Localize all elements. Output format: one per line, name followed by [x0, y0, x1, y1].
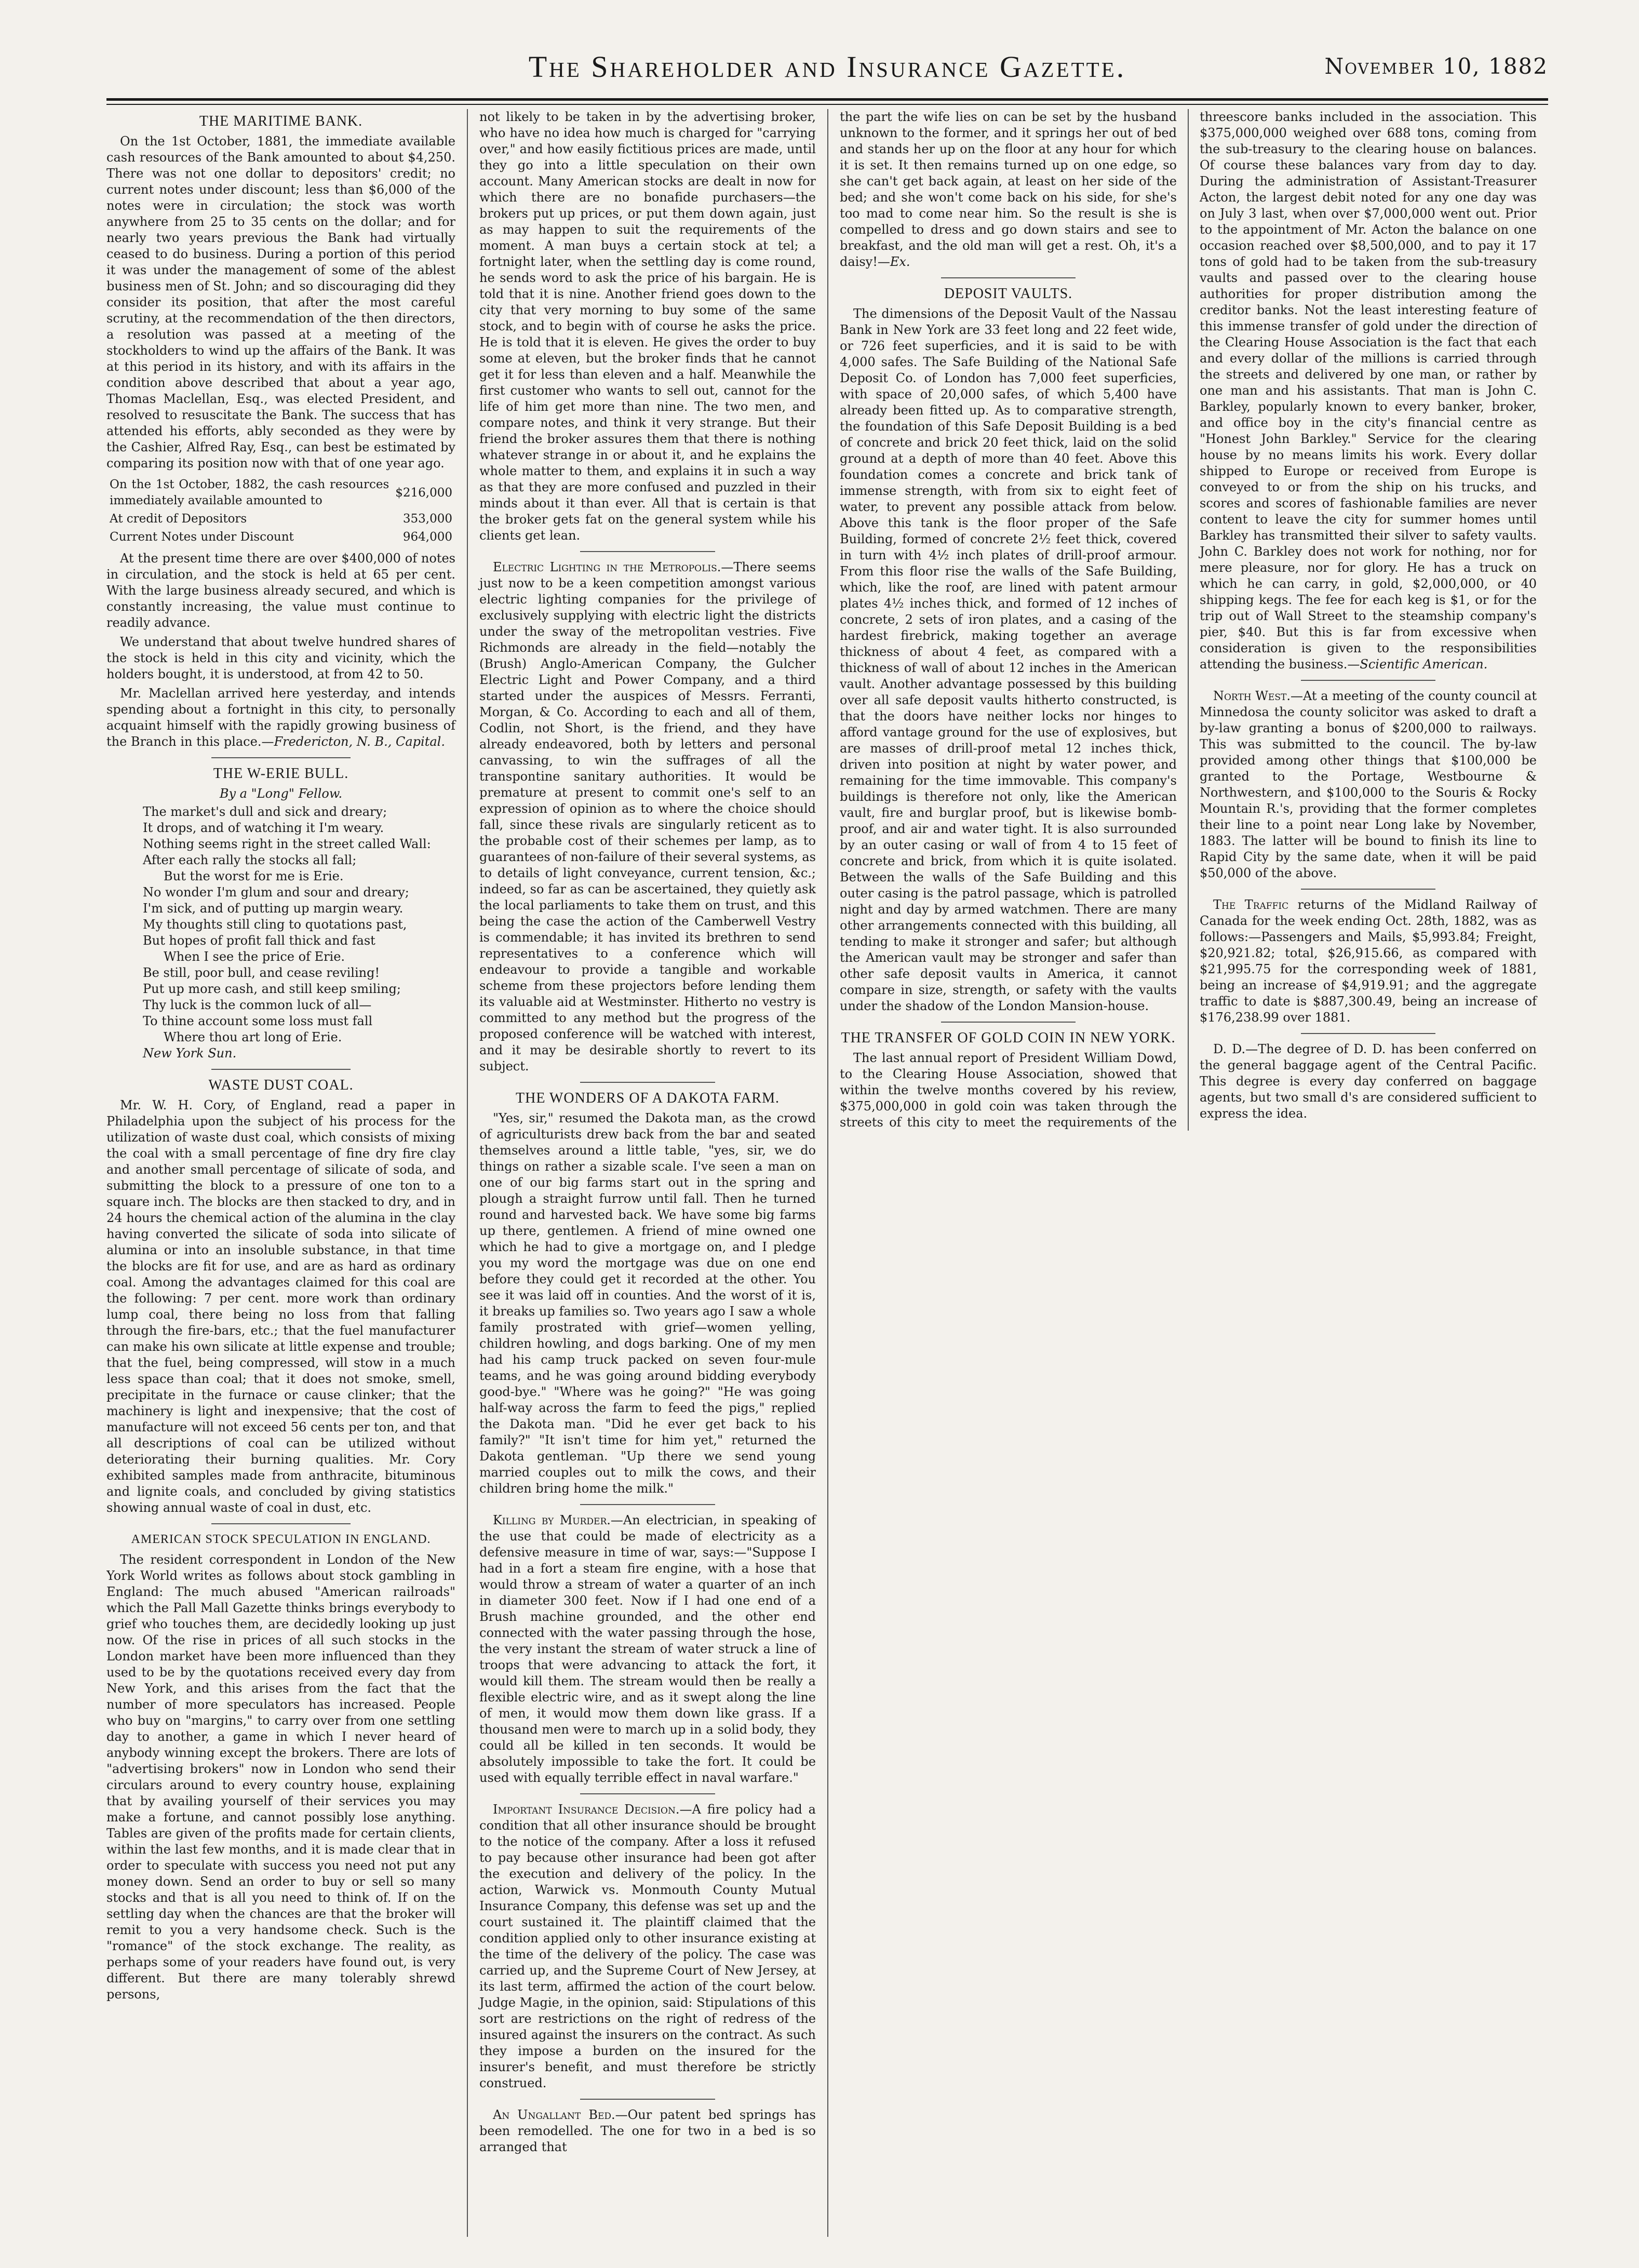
paragraph-text: —A fire policy had a condition that all other insurance should be brought to the notice of the company. After a loss it refused to pay because other insurance had been got after the execution and delivery of the policy. In the action, Warwick vs. Monmouth County Mutual Insurance Company, this defense was set up and the court sustained it. The plaintiff claimed that the condition applied only to other insurance existing at the time of the delivery of the policy. The case was carried up, and the Supreme Court of New Jersey, at its last term, affirmed the action of the court below. Judge Magie, in the opinion, said: Stipulations of this sort are restrictions on the right of redress of the insured against the insurers on the contract. As such they impose a burden on the insured for the insurer's benefit, and must therefore be strictly construed.: [479, 1802, 816, 2090]
section-divider: [211, 757, 351, 758]
article-paragraph: On the 1st October, 1881, the immediate available cash resources of the Bank amounted to about $4,250. There was not one dollar to depositors' credit; no current notes under discount; less than $6,000 of the notes were in circulation; the stock was worth anywhere from 25 to 35 cents on the dollar; and for nearly two years previous the Bank had virtually ceased to do business. During a portion of this period it was under the management of some of the ablest business men of St. John; and so discouraging did they consider its position, that after the most careful scrutiny, at the recommendation of the then directors, a resolution was passed at a meeting of the stockholders to wind up the affairs of the Bank. It was at this period in its history, and with its affairs in the condition above described that about a year ago, Thomas Maclellan, Esq., was elected President, and resolved to resuscitate the Bank. The success that has attended his efforts, ably seconded as they were by the Cashier, Alfred Ray, Esq., can best be estimated by comparing its position now with that of one year ago.: [106, 134, 455, 471]
masthead: [106, 49, 1548, 91]
section-divider: [211, 1069, 351, 1070]
publication-title: The Shareholder and Insurance Gazette.: [528, 50, 1126, 84]
column-2: [467, 109, 827, 2237]
poem-line: It drops, and of watching it I'm weary.: [143, 821, 384, 835]
paragraph-text: Mr. Maclellan arrived here yesterday, and intends spending about a fortnight in this city, to personally acquaint himself with the rapidly growing business of the Branch in this place.—: [106, 686, 455, 749]
article-title-erie-bull: THE W-ERIE BULL.: [213, 766, 349, 782]
section-divider: [580, 2099, 715, 2100]
poem-line: No wonder I'm glum and sour and dreary;: [143, 885, 409, 900]
article-paragraph: D. D.—The degree of D. D. has been conferred on the general baggage agent of the Central Pacific. This degree is every day conferred on baggage agents, but two small d's are considered sufficient to express the idea.: [1200, 1042, 1537, 1121]
issue-date: November 10, 1882: [1324, 53, 1548, 79]
paragraph-text: The last annual report of President William Dowd, to the Clearing House Association, showed that within the twelve months covered by his review, $375,000,000 in gold coin was taken through the streets of this city to meet the requirements of the threescore banks included in the association. This $375,000,000 weighed over 688 tons, coming from the sub-treasury to the clearing house on balances. Of course these balances vary from day to day. During the administration of Assistant-Treasurer Acton, the largest debit noted for any one day was on July 3 last, when over $7,000,000 went out. Prior to the appointment of Mr. Acton the balance on one occasion reached over $8,500,000, and to pay it 17 tons of gold had to be taken from the sub-treasury vaults and passed over to the clearing house authorities for proper distribution among the creditor banks. Not the least interesting feature of this immense transfer of gold under the direction of the Clearing House Association is the fact that each and every dollar of the millions is carried through the streets and delivered by one man, or rather by one man and his assistants. That man is John C. Barkley, popularly known to every banker, broker, and office boy in the city's financial centre as "Honest John Barkley." Service for the clearing house by no means limits his work. Every dollar shipped to Europe or received from Europe is conveyed to or from the ship on his trucks, and scores and scores of fashionable families are never content to leave the city for summer homes until Barkley has transmitted their silver to safety vaults. John C. Barkley does not work for nothing, nor for mere pleasure, nor for glory. He has a truck on which he can carry, in gold, $2,000,000, or 40 shipping kegs. The fee for each keg is $1, or for the trip out of Wall Street to the steamship company's pier, $40. But this is far from excessive when consideration is given to the responsibilities attending the business.—: [840, 110, 1537, 1130]
article-paragraph: The dimensions of the Deposit Vault of the Nassau Bank in New York are 33 feet long and 22 feet wide, or 726 feet superficies, and it is said to be with 4,000 safes. The Safe Building of the National Safe Deposit Co. of London has 7,000 feet superficies, with space of 20,000 safes, of which 5,400 have already been fitted up. As to comparative strength, the foundation of this Safe Deposit Building is a bed of concrete and brick 20 feet thick, laid on the solid ground at a depth of more than 40 feet. Above this foundation comes a concrete and brick tank of immense strength, with from six to eight feet of water, to prevent any possible attack from below. Above this tank is the floor proper of the Safe Building, formed of concrete 2½ feet thick, covered in turn with 4½ inch plates of drill-proof armour. From this floor rise the walls of the Safe Building, which, like the roof, are lined with patent armour plates 4½ inches thick, and formed of 12 inches of concrete, 2 sets of iron plates, and a casing of the hardest firebrick, making together an average thickness of about 4 feet, as compared with a thickness of wall of about 12 inches in the American vault. Another advantage possessed by this building over all safe deposit vaults hitherto constructed, is that the doors have neither locks nor hinges to afford vantage ground for the use of explosives, but are masses of drill-proof metal 12 inches thick, driven into position at night by water power, and remaining for the time immovable. This company's buildings is therefore not only, like the American vault, fire and burglar proof, but is likewise bomb-proof, and air and water tight. It is also surrounded by an outer casing or wall of from 4 to 15 feet of concrete and brick, from which it is quite isolated. Between the walls of the Safe Building and this outer casing is the patrol passage, which is patrolled night and day by armed watchmen. There are many other arrangements connected with this building, all tending to make it stronger and safer; but although the American vault may be stronger and safer than other safe deposit vaults in America, it cannot compare in size, strength, or safety with the vaults under the shadow of the London Mansion-house.: [840, 306, 1177, 1013]
table-cell-label: On the 1st October, 1882, the cash resources immediately available amounted to: [110, 478, 389, 507]
source-citation: Scientific American.: [1360, 657, 1488, 672]
table-row: [106, 476, 455, 510]
source-citation: New York Sun.: [143, 1046, 237, 1061]
source-citation: Fredericton, N. B., Capital.: [274, 734, 445, 749]
article-title-stock-speculation: AMERICAN STOCK SPECULATION IN ENGLAND.: [131, 1533, 431, 1546]
section-divider: [580, 1793, 715, 1794]
article-paragraph: [1200, 688, 1537, 881]
paragraph-lead: Important Insurance Decision.: [493, 1802, 680, 1817]
columns: [106, 109, 1548, 2237]
poem-line: But hopes of profit fall thick and fast: [143, 933, 375, 948]
paragraph-text: —There seems just now to be a keen competition amongst various electric lighting companies for the privilege of exclusively supplying with electric light the districts under the sway of the metropolitan vestries. Five Richmonds are already in the field—notably the (Brush) Anglo-American Company, the Gulcher Electric Light and Power Company, and a third started under the auspices of Messrs. Ferranti, Morgan, & Co. According to each and all of them, Codlin, not Short, is the friend, and they have already endeavored, both by letters and personal canvassing, to win the suffrages of all the transpontine sanitary authorities. It would be premature at present to commit one's self to an expression of opinion as to where the choice should fall, since these rivals are singularly reticent as to the probable cost of their schemes per lamp, as to guarantees of non-failure of their several systems, as to details of light conveyance, current tension, &c.; indeed, so far as can be ascertained, they quietly ask the local parliaments to take them on trust, and this being the case the action of the Camberwell Vestry is commendable; it has invited its brethren to send representatives to a conference which will endeavour to provide a tangible and workable scheme from these projectors before lending them its valuable aid at Westminster. Hitherto no vestry is committed to any method but the progress of the proposed conference will be watched with interest, and it may be desirable shortly to revert to its subject.: [479, 560, 816, 1073]
section-divider: [1301, 1033, 1436, 1034]
article-paragraph: We understand that about twelve hundred shares of the stock is held in this city and vicinity, which the holders bought, it is understood, at from 42 to 50.: [106, 635, 455, 681]
paragraph-text: returns of the Midland Railway of Canada for the week ending Oct. 28th, 1882, was as follows:—Passengers and Mails, $5,993.84; Freight, $20,921.82; total, $26,915.66, as compared with $21,995.75 for the corresponding week of 1881, being an increase of $4,919.91; and the aggregate traffic to date is $887,300.49, being an increase of $176,238.99 over 1881.: [1200, 897, 1537, 1025]
poem-line: But the worst for me is Erie.: [164, 869, 344, 883]
section-divider: [580, 1082, 715, 1083]
poem-line: My thoughts still cling to quotations past,: [143, 917, 407, 932]
article-title-dakota-farm: THE WONDERS OF A DAKOTA FARM.: [516, 1090, 780, 1106]
poem-line: I'm sick, and of putting up margin weary.: [143, 901, 404, 916]
article-paragraph: not likely to be taken in by the advertising broker, who have no idea how much is charged for "carrying over," and how easily fictitious prices are made, until they go into a little speculation on their own account. Many American stocks are dealt in now for which there are no bonafide purchasers—the brokers put up prices, or put them down again, just as may happen to suit the requirements of the moment. A man buys a certain stock at tel; a fortnight later, when the settling day is come round, he sends word to ask the price of his bargain. He is told that it is nine. Another friend goes down to the city that very morning to buy some of the same stock, and to begin with of course he asks the price. He is told that it is eleven. He gives the order to buy some at eleven, but the broker finds that he cannot get it for less than eleven and a half. Meanwhile the first customer who wants to sell out, cannot for the life of him get more than nine. The two men, and compare notes, and think it very strange. But their friend the broker assures them that there is nothing whatever strange in or about it, and he explains the whole matter to them, and explains it in such a way as that they are more confused and puzzled in their minds about it than ever. All that is certain is that the broker gets fat on the general system while his clients get lean.: [479, 110, 816, 543]
paragraph-text: —At a meeting of the county council at Minnedosa the county solicitor was asked to draft a by-law granting a bonus of $200,000 to railways. This was submitted to the council. The by-law provided among other things that $100,000 be granted to the Portage, Westbourne & Northwestern, and $100,000 to the Souris & Rocky Mountain R.'s, providing that the former completes their line to a point near Long lake by November, 1883. The latter will be bound to finish its line to Rapid City by the same date, when it will be paid $50,000 of the above.: [1200, 689, 1537, 880]
table-cell-value: 964,000: [402, 530, 452, 544]
article-paragraph: At the present time there are over $400,000 of notes in circulation, and the stock is held at 65 per cent. With the large business already secured, and which is constantly increasing, the value must continue to readily advance.: [106, 551, 455, 630]
poem-line: The market's dull and sick and dreary;: [143, 804, 387, 819]
poem-stanza: [106, 965, 455, 1062]
poem-stanza: [106, 884, 455, 965]
paragraph-lead: Killing by Murder.: [493, 1513, 611, 1527]
article-paragraph: [479, 1512, 816, 1786]
article-paragraph: Mr. W. H. Cory, of England, read a paper in Philadelphia upon the subject of his process for the utilization of waste dust coal, which consists of mixing the coal with a small percentage of fine dry fire clay and another small percentage of silicate of soda, and submitting the block to a pressure of one ton to a square inch. The blocks are then stacked to dry, and in 24 hours the chemical action of the alumina in the clay having converted the silicate of soda into silicate of alumina or into an insoluble substance, in that time the blocks are fit for use, and are as hard as ordinary coal. Among the advantages claimed for this coal are the following: 7 per cent. more work than ordinary lump coal, there being no loss from that falling through the fire-bars, etc.; that the fuel manufacturer can make his own silicate at little expense and trouble; that the fuel, being compressed, will stow in a much less space than coal; that it does not smoke, smell, precipitate in the furnace or cause clinker; that the machinery is light and inexpensive; that the cost of manufacture will not exceed 56 cents per ton, and that all descriptions of coal can be utilized without deteriorating their burning qualities. Mr. Cory exhibited samples made from anthracite, bituminous and lignite coals, and concluded by giving statistics showing annual waste of coal in dust, etc.: [106, 1098, 455, 1515]
table-cell-label: At credit of Depositors: [110, 512, 247, 526]
paragraph-lead: An Ungallant Bed.: [493, 2108, 615, 2122]
paragraph-text: —Our patent bed springs has been remodelled. The one for two in a bed is so arranged that: [479, 2108, 816, 2154]
paragraph-lead: North West.: [1213, 689, 1291, 703]
poem-line: Nothing seems right in the street called Wall:: [143, 837, 431, 851]
section-divider: [941, 1022, 1076, 1023]
table-row: [106, 528, 455, 546]
paragraph-text: —An electrician, in speaking of the use that could be made of electricity as a defensive measure in time of war, says:—"Suppose I had in a fort a steam fire engine, with a hose that would throw a stream of water a quarter of an inch in diameter 300 feet. Now if I had one end of a Brush machine grounded, and the other end connected with the water passing through the hose, the very instant the stream of water struck a line of troops that were advancing to attack the fort, it would kill them. The stream would then be really a flexible electric wire, and as it swept along the line of men, it would mow them down like grass. If a thousand men were to march up in a solid body, they could all be killed in ten seconds. It would be absolutely impossible to take the fort. It could be used with equally terrible effect in naval warfare.": [479, 1513, 816, 1785]
poem-line: Be still, poor bull, and cease reviling!: [143, 965, 380, 980]
poem-line: Where thou art long of Erie.: [164, 1030, 342, 1044]
article-title-waste-dust-coal: WASTE DUST COAL.: [208, 1077, 354, 1093]
column-1: [106, 109, 467, 2237]
article-title-deposit-vaults: DEPOSIT VAULTS.: [944, 286, 1073, 302]
column-3: [827, 109, 1548, 2237]
paragraph-text: the part the wife lies on can be set by the husband unknown to the former, and it springs her out of bed and stands her up on the floor at any hour for which it is set. It then remains turned up on one edge, so she can't get back again, at least on her side of the bed; and she won't come back on his side, for she's too mad to come near him. So the result is she is compelled to dress and go down stairs and see to breakfast, and the old man will get a rest. Oh, it's a daisy!—: [840, 110, 1177, 269]
section-divider: [580, 1504, 715, 1505]
section-divider: [941, 277, 1076, 278]
poem-line: To thine account some loss must fall: [143, 1014, 373, 1028]
section-divider: [1301, 889, 1436, 890]
article-paragraph: [840, 109, 1177, 270]
table-cell-value: $216,000: [395, 486, 452, 500]
poem-line: When I see the price of Erie.: [164, 949, 345, 964]
poem-line: Thy luck is the common luck of all—: [143, 998, 372, 1012]
article-paragraph: The resident correspondent in London of the New York World writes as follows about stock gambling in England: The much abused "American railroads" which the Pall Mall Gazette thinks brings everybody to grief who touches them, are decidedly looking up just now. Of the rise in prices of all such stocks in the London market have been more influenced than they used to be by the quotations received every day from New York, and this arises from the fact that the number of more speculators has increased. People who buy on "margins," to carry over from one settling day to another, a game in which I never heard of anybody winning except the brokers. There are lots of "advertising brokers" now in London who send their circulars around to every country house, explaining that by availing yourself of their services you may make a fortune, and cannot possibly lose anything. Tables are given of the profits made for certain clients, within the last few months, and it is made clear that in order to speculate with success you need not put any money down. Send an order to buy or sell so many stocks and that is all you need to think of. If on the settling day when the chances are that the broker will remit to you a very handsome check. Such is the "romance" of the stock exchange. The reality, as perhaps some of your readers have found out, is very different. But there are many tolerably shrewd persons,: [106, 1552, 455, 2002]
poem-stanza: [106, 804, 455, 884]
article-paragraph: [479, 1802, 816, 2091]
poem-line: After each rally the stocks all fall;: [143, 853, 357, 867]
section-divider: [1301, 680, 1436, 681]
poem-byline: By a "Long" Fellow.: [219, 786, 343, 801]
paragraph-lead: The Traffic: [1213, 897, 1289, 912]
article-paragraph: [1200, 897, 1537, 1026]
paragraph-lead: Electric Lighting in the Metropolis.: [493, 560, 721, 574]
section-divider: [211, 1523, 351, 1524]
cash-table: [106, 476, 455, 546]
article-title-maritime-bank: THE MARITIME BANK.: [199, 113, 363, 129]
poem-line: Put up more cash, and still keep smiling;: [143, 982, 401, 996]
table-row: [106, 510, 455, 528]
source-citation: Ex.: [890, 254, 910, 269]
article-paragraph: "Yes, sir," resumed the Dakota man, as the crowd of agriculturists drew back from the bar and seated themselves around a little table, "yes, sir, we do things on rather a sizable scale. I've seen a man on one of our big farms start out in the spring and plough a straight furrow until fall. Then he turned round and harvested back. We have some big farms up there, gentlemen. A friend of mine owned one which he had to give a mortgage on, and I pledge you my word the mortgage was due on one end before they could get it recorded at the other. You see it was laid off in counties. And the worst of it is, it breaks up families so. Two years ago I saw a whole family prostrated with grief—women yelling, children howling, and dogs barking. One of my men had his camp truck packed on seven four-mule teams, and he was going around bidding everybody good-bye." "Where was he going?" "He was going half-way across the farm to feed the pigs," replied the Dakota man. "Did he ever get back to his family?" "It isn't time for him yet," returned the Dakota gentleman. "Up there we send young married couples out to milk the cows, and their children bring home the milk.": [479, 1111, 816, 1496]
masthead-rule: [106, 98, 1548, 105]
article-paragraph: [479, 559, 816, 1075]
section-divider: [580, 551, 715, 552]
table-cell-label: Current Notes under Discount: [110, 530, 294, 544]
article-title-gold-coin: THE TRANSFER OF GOLD COIN IN NEW YORK.: [841, 1030, 1176, 1046]
table-cell-value: 353,000: [402, 512, 452, 526]
article-paragraph: [106, 686, 455, 750]
article-paragraph: [479, 2107, 816, 2155]
